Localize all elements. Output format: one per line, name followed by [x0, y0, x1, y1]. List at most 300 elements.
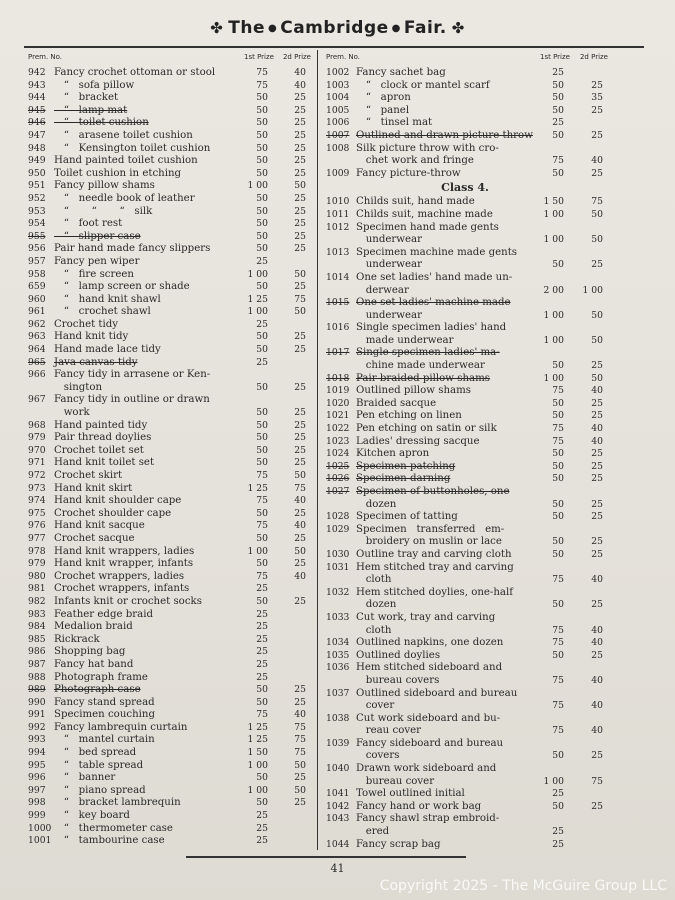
premium-number: 1038 [326, 712, 350, 724]
premium-number: 1026 [326, 473, 350, 485]
item-description: Hand made lace tidy [54, 344, 161, 356]
item-description: Hand knit wrapper, infants [54, 558, 194, 570]
second-prize-header: 2d Prize [282, 53, 311, 61]
premium-number: 996 [28, 772, 46, 784]
item-description: underwear [356, 259, 422, 271]
premium-number: 990 [28, 696, 46, 708]
first-prize-value: 25 [256, 810, 268, 822]
list-item [28, 835, 316, 848]
premium-number: 942 [28, 67, 46, 78]
second-prize-value: 75 [294, 293, 306, 305]
first-prize-value: 50 [256, 129, 268, 141]
item-description: Specimen of tatting [356, 511, 458, 523]
list-item [326, 574, 604, 587]
list-item [326, 738, 604, 751]
first-prize-value: 1 25 [247, 734, 268, 746]
item-description: Pen etching on linen [356, 410, 462, 422]
item-description: “ thermometer case [54, 822, 173, 834]
premium-number: 965 [28, 356, 46, 368]
first-prize-value: 50 [552, 448, 564, 460]
premium-number: 1005 [326, 104, 350, 116]
first-prize-value: 50 [256, 532, 268, 544]
list-item [28, 571, 316, 584]
second-prize-value: 25 [294, 381, 306, 393]
item-description: covers [356, 750, 400, 762]
item-description: Medalion braid [54, 621, 133, 633]
item-description: “ foot rest [54, 218, 123, 230]
first-prize-value: 50 [552, 397, 564, 409]
second-prize-value: 50 [591, 208, 603, 220]
list-item [28, 760, 316, 773]
second-prize-value: 25 [591, 548, 603, 560]
header-rule [24, 46, 644, 48]
premium-number: 1037 [326, 687, 350, 699]
second-prize-value: 40 [591, 700, 603, 712]
list-item [326, 599, 604, 612]
item-description: One set ladies' machine made [356, 297, 511, 309]
item-description: Hand knit toilet set [54, 457, 155, 469]
first-prize-value: 50 [552, 536, 564, 548]
second-prize-value: 50 [591, 309, 603, 321]
second-prize-value: 25 [294, 772, 306, 784]
item-description: Specimen patching [356, 460, 456, 472]
item-description: Fancy tidy in arrasene or Ken- [54, 369, 211, 381]
premium-number: 976 [28, 520, 46, 532]
list-item [326, 801, 604, 814]
second-prize-value: 25 [294, 155, 306, 167]
item-description: dozen [356, 498, 397, 510]
premium-number: 991 [28, 709, 46, 721]
list-item [28, 810, 316, 823]
item-description: Hand knit skirt [54, 482, 133, 494]
list-item [28, 546, 316, 559]
second-prize-value: 25 [591, 410, 603, 422]
list-item [28, 583, 316, 596]
list-item [326, 117, 604, 130]
first-prize-value: 25 [256, 608, 268, 620]
list-item [28, 193, 316, 206]
list-item [28, 331, 316, 344]
premium-number: 1011 [326, 208, 350, 220]
premium-number: 998 [28, 797, 46, 809]
premium-number: 957 [28, 255, 46, 267]
first-prize-value: 50 [256, 595, 268, 607]
item-description: Pair thread doylies [54, 432, 152, 444]
list-item [28, 105, 316, 118]
premium-number: 659 [28, 281, 46, 293]
first-prize-value: 1 00 [543, 775, 564, 787]
item-description: Fancy stand spread [54, 696, 155, 708]
first-prize-value: 50 [256, 696, 268, 708]
second-prize-value: 40 [294, 67, 306, 78]
list-item [326, 486, 604, 499]
first-prize-value: 1 00 [247, 784, 268, 796]
second-prize-value: 40 [591, 725, 603, 737]
first-prize-value: 50 [552, 104, 564, 116]
item-description: chet work and fringe [356, 155, 474, 167]
item-description: Fancy lambrequin curtain [54, 721, 188, 733]
premium-number: 947 [28, 129, 46, 141]
first-prize-value: 1 00 [247, 180, 268, 192]
column-header [326, 53, 608, 67]
list-item [326, 700, 604, 713]
first-prize-value: 50 [552, 259, 564, 271]
premium-number: 962 [28, 318, 46, 330]
item-description: Crochet shoulder cape [54, 507, 172, 519]
list-item [28, 609, 316, 622]
list-item [326, 448, 604, 461]
list-item [326, 776, 604, 789]
list-item [326, 499, 604, 512]
item-description: bureau covers [356, 674, 440, 686]
item-description: Outlined napkins, one dozen [356, 637, 504, 649]
first-prize-value: 75 [552, 725, 564, 737]
item-description: broidery on muslin or lace [356, 536, 502, 548]
list-item [28, 407, 316, 420]
list-item [326, 322, 604, 335]
premium-number: 968 [28, 419, 46, 431]
first-prize-value: 50 [256, 684, 268, 696]
second-prize-value: 50 [294, 268, 306, 280]
second-prize-value: 25 [591, 599, 603, 611]
premium-number: 1040 [326, 763, 350, 775]
item-description: “ Kensington toilet cushion [54, 142, 211, 154]
premium-number: 1003 [326, 79, 350, 91]
premium-number: 979 [28, 558, 46, 570]
list-item [28, 231, 316, 244]
premium-number: 950 [28, 167, 46, 179]
list-item [326, 549, 604, 562]
item-description: Feather edge braid [54, 608, 153, 620]
list-item [28, 697, 316, 710]
first-prize-value: 50 [256, 281, 268, 293]
first-prize-value: 1 25 [247, 293, 268, 305]
list-item [28, 344, 316, 357]
list-item [326, 92, 604, 105]
second-prize-value: 50 [294, 759, 306, 771]
list-item [28, 432, 316, 445]
premium-number: 1025 [326, 460, 350, 472]
premium-number: 994 [28, 747, 46, 759]
first-prize-value: 50 [256, 331, 268, 343]
list-item [28, 495, 316, 508]
first-prize-value: 2 00 [543, 284, 564, 296]
list-item [326, 436, 604, 449]
item-description: “ bed spread [54, 747, 137, 759]
premium-number: 1033 [326, 611, 350, 623]
list-item [326, 285, 604, 298]
item-description: Ladies' dressing sacque [356, 435, 480, 447]
second-prize-value: 25 [294, 797, 306, 809]
first-prize-value: 50 [256, 772, 268, 784]
list-item [28, 734, 316, 747]
premium-number: 997 [28, 784, 46, 796]
second-prize-value: 40 [591, 674, 603, 686]
item-description: Toilet cushion in etching [54, 167, 182, 179]
item-description: Hand knit sacque [54, 520, 145, 532]
item-description: Specimen hand made gents [356, 221, 499, 233]
second-prize-value: 40 [591, 385, 603, 397]
first-prize-value: 1 00 [543, 234, 564, 246]
list-item [326, 813, 604, 826]
list-item [28, 483, 316, 496]
item-description: Specimen transferred em- [356, 523, 505, 535]
item-description: Outlined sideboard and bureau [356, 687, 518, 699]
list-item [28, 256, 316, 269]
premium-number: 981 [28, 583, 46, 595]
premium-number: 1041 [326, 788, 350, 800]
premium-number: 1036 [326, 662, 350, 674]
list-item [326, 310, 604, 323]
item-description: Pair braided pillow shams [356, 372, 491, 384]
first-prize-value: 50 [552, 511, 564, 523]
premium-number: 966 [28, 369, 46, 381]
second-prize-value: 40 [591, 155, 603, 167]
item-description: Fancy picture-throw [356, 167, 461, 179]
first-prize-value: 50 [256, 407, 268, 419]
list-item [326, 272, 604, 285]
second-prize-value: 40 [591, 637, 603, 649]
list-item [326, 524, 604, 537]
item-description: “ lamp screen or shade [54, 281, 190, 293]
first-prize-value: 50 [256, 797, 268, 809]
second-prize-value: 25 [591, 360, 603, 372]
item-description: Fancy crochet ottoman or stool [54, 67, 216, 78]
list-item [326, 247, 604, 260]
first-prize-value: 75 [552, 155, 564, 167]
first-prize-value: 25 [256, 658, 268, 670]
item-description: underwear [356, 309, 422, 321]
item-description: Fancy scrap bag [356, 838, 441, 850]
prem-no-header: Prem. No. [326, 53, 361, 61]
premium-number: 952 [28, 192, 46, 204]
list-item [326, 536, 604, 549]
second-prize-value: 25 [294, 407, 306, 419]
item-description: Java canvas tidy [54, 356, 138, 368]
first-prize-value: 75 [552, 624, 564, 636]
premium-number: 1029 [326, 523, 350, 535]
premium-number: 987 [28, 658, 46, 670]
list-item [326, 750, 604, 763]
premium-number: 986 [28, 646, 46, 658]
premium-number: 1034 [326, 637, 350, 649]
list-item [28, 130, 316, 143]
item-description: Crochet wrappers, infants [54, 583, 190, 595]
list-item [28, 180, 316, 193]
item-description: Specimen machine made gents [356, 246, 518, 258]
first-prize-value: 50 [552, 92, 564, 104]
list-item [28, 420, 316, 433]
premium-number: 963 [28, 331, 46, 343]
item-description: Rickrack [54, 633, 100, 645]
list-item [28, 80, 316, 93]
item-description: “ “ “ silk [54, 205, 153, 217]
list-item [326, 473, 604, 486]
second-prize-value: 75 [294, 747, 306, 759]
premium-number: 946 [28, 117, 46, 129]
first-prize-value: 1 25 [247, 721, 268, 733]
first-prize-value: 50 [256, 457, 268, 469]
item-description: Hand painted tidy [54, 419, 148, 431]
second-prize-value: 75 [294, 482, 306, 494]
list-item [28, 684, 316, 697]
second-prize-value: 25 [294, 432, 306, 444]
premium-number: 1032 [326, 586, 350, 598]
list-item [28, 281, 316, 294]
item-description: Silk picture throw with cro- [356, 142, 499, 154]
item-description: “ banner [54, 772, 116, 784]
list-item [28, 269, 316, 282]
second-prize-value: 25 [591, 498, 603, 510]
premium-number: 993 [28, 734, 46, 746]
second-prize-value: 25 [294, 117, 306, 129]
list-item [326, 168, 604, 181]
list-item [326, 385, 604, 398]
premium-number: 948 [28, 142, 46, 154]
list-item [326, 335, 604, 348]
premium-number: 945 [28, 104, 46, 116]
second-prize-value: 50 [591, 234, 603, 246]
item-description: Fancy shawl strap embroid- [356, 813, 500, 825]
premium-number: 956 [28, 243, 46, 255]
list-item [326, 625, 604, 638]
list-item [326, 143, 604, 156]
item-description: Hand knit shoulder cape [54, 495, 182, 507]
list-item [28, 394, 316, 407]
first-prize-value: 25 [552, 838, 564, 850]
premium-number: 977 [28, 532, 46, 544]
first-prize-value: 75 [552, 435, 564, 447]
second-prize-value: 25 [591, 259, 603, 271]
premium-number: 989 [28, 684, 46, 696]
second-prize-value: 25 [591, 129, 603, 141]
first-prize-value: 1 50 [543, 196, 564, 208]
list-item [28, 621, 316, 634]
premium-number: 955 [28, 230, 46, 242]
page-title [0, 18, 675, 38]
list-item [28, 294, 316, 307]
item-description: Fancy tidy in outline or drawn [54, 394, 210, 406]
second-prize-value: 25 [294, 532, 306, 544]
first-prize-header: 1st Prize [540, 53, 570, 61]
list-item [28, 659, 316, 672]
first-prize-value: 75 [552, 674, 564, 686]
second-prize-value: 40 [294, 570, 306, 582]
first-prize-value: 75 [256, 495, 268, 507]
item-description: sington [54, 381, 103, 393]
second-prize-value: 25 [294, 444, 306, 456]
list-item [326, 67, 604, 80]
item-description: One set ladies' hand made un- [356, 271, 513, 283]
item-description: “ clock or mantel scarf [356, 79, 490, 91]
second-prize-value: 25 [294, 230, 306, 242]
item-description: underwear [356, 234, 422, 246]
second-prize-value: 50 [591, 334, 603, 346]
first-prize-value: 1 00 [247, 268, 268, 280]
item-description: dozen [356, 599, 397, 611]
list-item [28, 206, 316, 219]
list-item [28, 67, 316, 80]
item-description: Hem stitched doylies, one-half [356, 586, 514, 598]
item-description: Hem stitched sideboard and [356, 662, 503, 674]
copyright-watermark: Copyright 2025 - The McGuire Group LLC [379, 878, 667, 894]
list-item [326, 423, 604, 436]
second-prize-value: 25 [294, 684, 306, 696]
first-prize-value: 50 [256, 558, 268, 570]
item-description: “ bracket [54, 92, 119, 104]
item-description: Specimen couching [54, 709, 155, 721]
list-item [28, 747, 316, 760]
list-item [28, 508, 316, 521]
item-description: Shopping bag [54, 646, 126, 658]
list-item [326, 839, 604, 852]
item-description: Braided sacque [356, 397, 437, 409]
second-prize-value: 40 [591, 624, 603, 636]
item-description: Crochet wrappers, ladies [54, 570, 185, 582]
list-item [28, 357, 316, 370]
premium-number: 1004 [326, 92, 350, 104]
premium-number: 1022 [326, 423, 350, 435]
second-prize-value: 25 [591, 800, 603, 812]
first-prize-value: 50 [552, 79, 564, 91]
item-description: Crochet toilet set [54, 444, 144, 456]
first-prize-value: 50 [552, 800, 564, 812]
list-item [28, 155, 316, 168]
first-prize-value: 75 [552, 423, 564, 435]
item-description: Photograph case [54, 684, 141, 696]
premium-number: 964 [28, 344, 46, 356]
list-item [326, 763, 604, 776]
item-description: “ toilet cushion [54, 117, 149, 129]
first-prize-value: 25 [256, 835, 268, 847]
first-prize-value: 75 [256, 470, 268, 481]
premium-number: 1000 [28, 822, 52, 834]
first-prize-value: 1 00 [543, 309, 564, 321]
premium-number: 985 [28, 633, 46, 645]
list-item [28, 772, 316, 785]
second-prize-value: 25 [591, 79, 603, 91]
second-prize-value: 1 00 [582, 284, 603, 296]
premium-number: 1001 [28, 835, 52, 847]
premium-number: 984 [28, 621, 46, 633]
item-description: Fancy hat band [54, 658, 134, 670]
item-description: “ arasene toilet cushion [54, 129, 193, 141]
second-prize-value: 50 [294, 784, 306, 796]
prem-no-header: Prem. No. [28, 53, 63, 61]
item-description: “ crochet shawl [54, 306, 151, 318]
second-prize-value: 25 [591, 536, 603, 548]
left-ornament-icon: ✤ [210, 19, 224, 37]
item-description: Crochet skirt [54, 470, 123, 481]
list-item [326, 234, 604, 247]
title-dot-icon: ● [268, 22, 278, 34]
item-description: Childs suit, hand made [356, 196, 475, 208]
item-description: bureau cover [356, 775, 435, 787]
premium-number: 1016 [326, 322, 350, 334]
item-description: “ tambourine case [54, 835, 165, 847]
first-prize-value: 50 [552, 750, 564, 762]
second-prize-value: 25 [294, 142, 306, 154]
first-prize-value: 75 [256, 67, 268, 78]
first-prize-value: 50 [256, 444, 268, 456]
first-prize-value: 50 [256, 419, 268, 431]
second-prize-value: 40 [591, 574, 603, 586]
first-prize-value: 75 [552, 574, 564, 586]
list-item [326, 209, 604, 222]
item-description: Single specimen ladies' hand [356, 322, 507, 334]
premium-number: 967 [28, 394, 46, 406]
list-item [326, 155, 604, 168]
